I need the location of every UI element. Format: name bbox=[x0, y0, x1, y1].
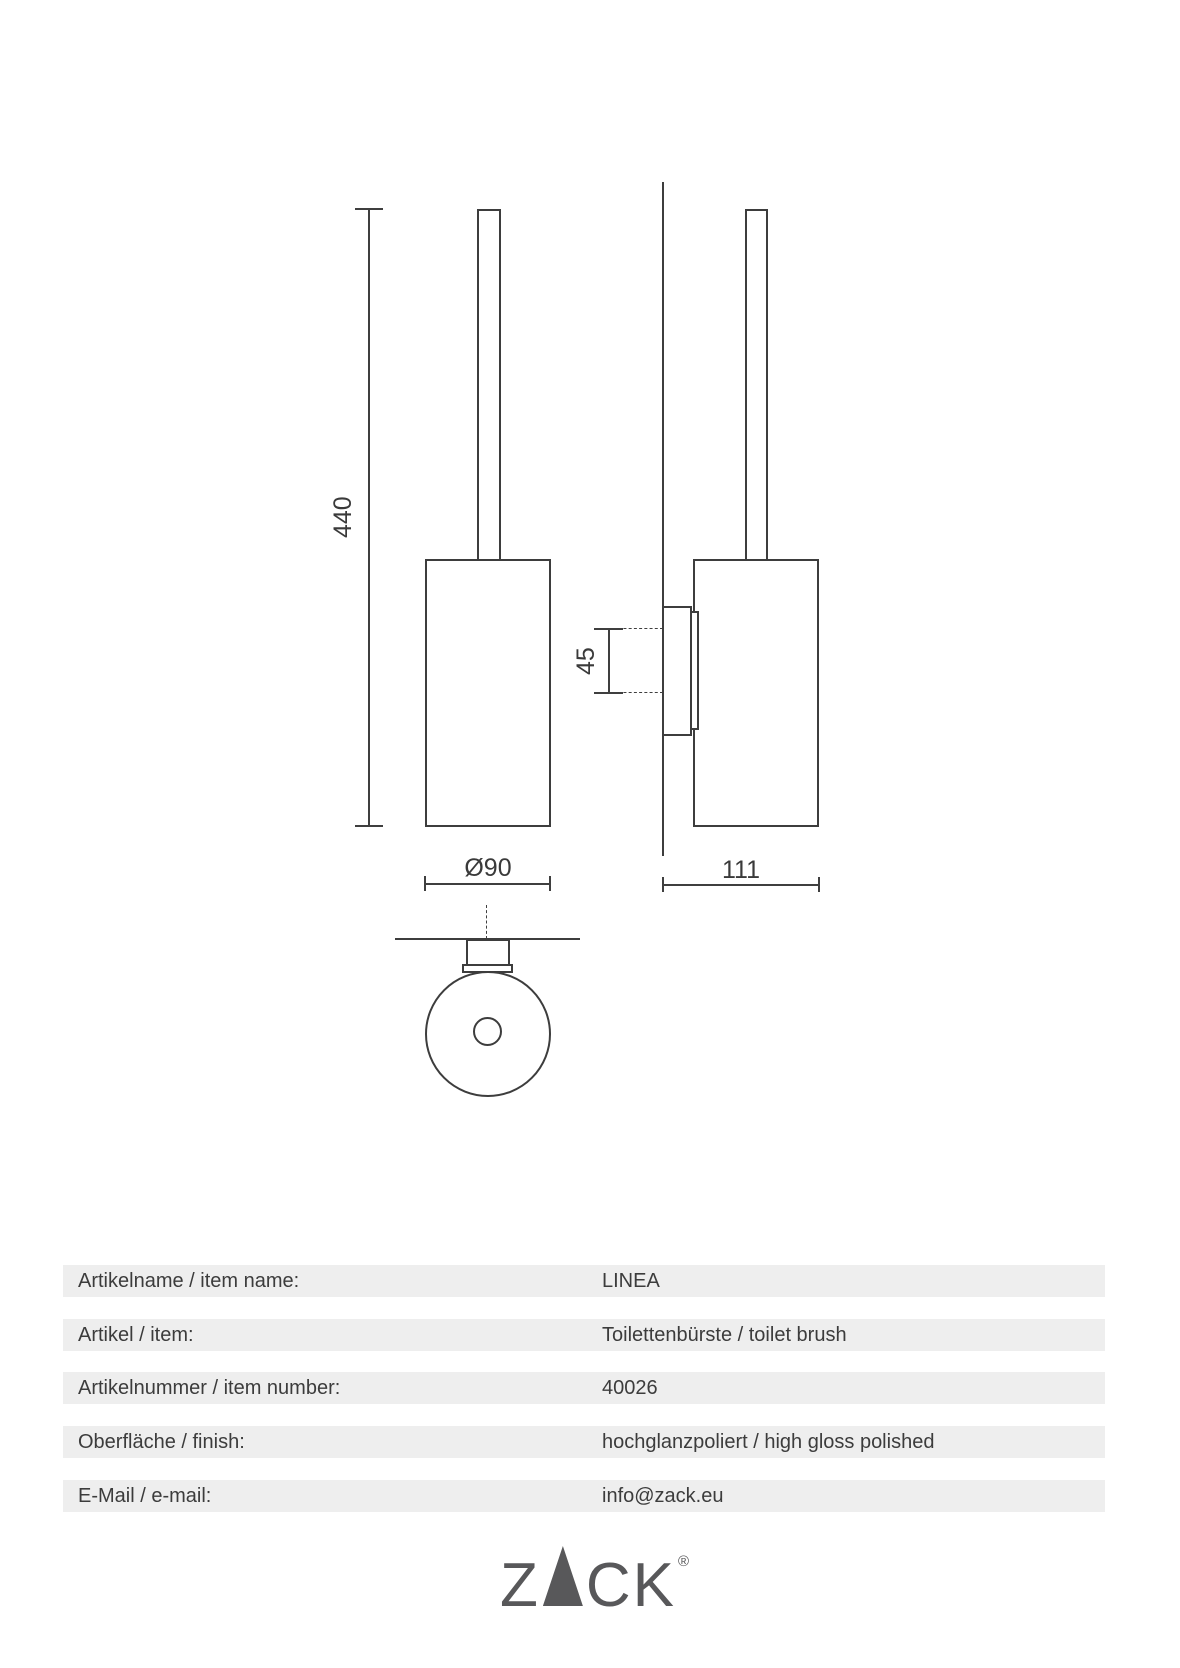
dim-45-extension-dash-bottom bbox=[613, 692, 663, 693]
row-value: info@zack.eu bbox=[602, 1485, 724, 1507]
zack-logo bbox=[500, 1546, 690, 1620]
dim-111-line bbox=[663, 884, 820, 886]
table-row bbox=[63, 1426, 1105, 1458]
dim-45-line bbox=[608, 629, 610, 693]
dim-111-label: 111 bbox=[721, 856, 760, 884]
row-value: LINEA bbox=[602, 1270, 660, 1292]
dim-440-tick-bottom bbox=[355, 825, 383, 827]
row-value: hochglanzpoliert / high gloss polished bbox=[602, 1431, 935, 1453]
dim-111-tick-right bbox=[818, 877, 820, 892]
row-value: Toilettenbürste / toilet brush bbox=[602, 1324, 847, 1346]
dim-45-label: 45 bbox=[572, 647, 600, 675]
dim-440-label: 440 bbox=[329, 496, 357, 538]
row-label: E-Mail / e-mail: bbox=[78, 1485, 212, 1507]
side-bracket-inner-plate bbox=[690, 611, 699, 730]
side-container bbox=[693, 559, 819, 827]
side-wall-line bbox=[662, 182, 664, 856]
top-view-handle-circle bbox=[473, 1017, 502, 1046]
dim-d90-tick-right bbox=[549, 876, 551, 891]
dim-d90-tick-left bbox=[424, 876, 426, 891]
front-container bbox=[425, 559, 551, 827]
front-handle bbox=[477, 209, 501, 562]
dim-440-line bbox=[368, 209, 370, 826]
table-row bbox=[63, 1265, 1105, 1297]
row-label: Oberfläche / finish: bbox=[78, 1431, 245, 1453]
dim-d90-line bbox=[425, 883, 551, 885]
logo-letters-ck: CK bbox=[585, 1551, 677, 1620]
row-label: Artikelname / item name: bbox=[78, 1270, 300, 1292]
dim-440-tick-top bbox=[355, 208, 383, 210]
table-row bbox=[63, 1319, 1105, 1351]
row-label: Artikelnummer / item number: bbox=[78, 1377, 341, 1399]
logo-letter-z: Z bbox=[500, 1551, 540, 1620]
side-bracket-outer-plate bbox=[662, 606, 692, 736]
row-value: 40026 bbox=[602, 1377, 658, 1399]
table-row bbox=[63, 1480, 1105, 1512]
side-handle bbox=[745, 209, 768, 562]
dim-45-extension-dash-top bbox=[613, 628, 663, 629]
row-label: Artikel / item: bbox=[78, 1324, 194, 1346]
dim-d90-label: Ø90 bbox=[464, 854, 512, 882]
logo-triangle-icon bbox=[543, 1546, 583, 1606]
top-view-centerline-dash bbox=[486, 905, 487, 939]
dim-111-tick-left bbox=[662, 877, 664, 892]
table-row bbox=[63, 1372, 1105, 1404]
registered-trademark-icon: ® bbox=[678, 1553, 690, 1570]
top-view-bracket bbox=[466, 939, 510, 967]
